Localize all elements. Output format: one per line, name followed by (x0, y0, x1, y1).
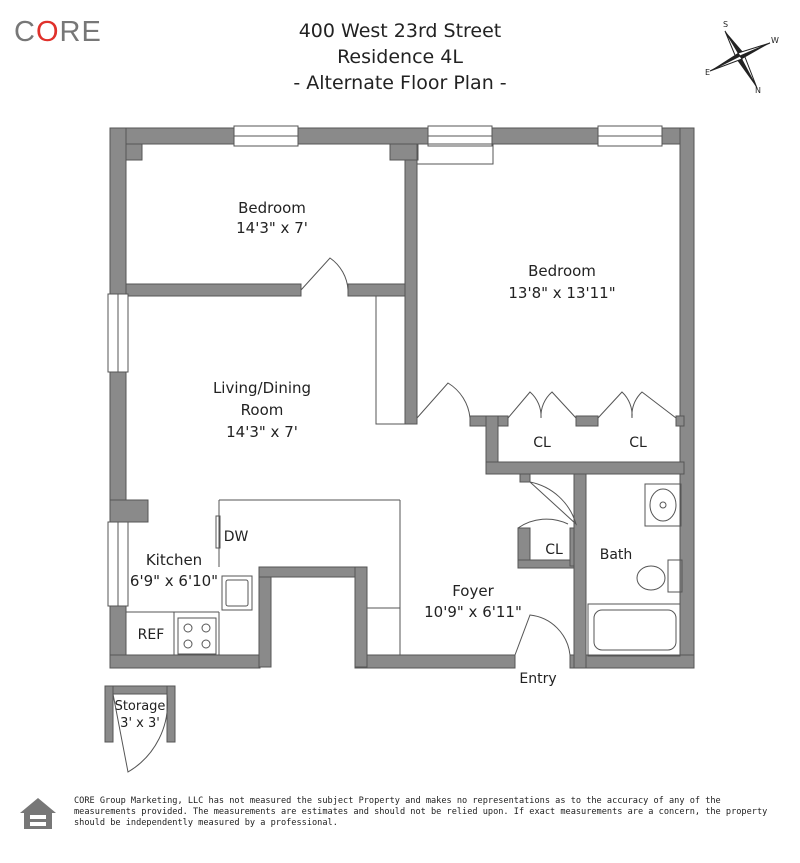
living-name-line2: Room (240, 401, 284, 419)
logo-text-accent: O (35, 16, 60, 48)
kitchen-name: Kitchen (145, 551, 203, 569)
interior-lines (113, 144, 682, 772)
storage-size: 3' x 3' (120, 716, 160, 731)
kitchen-size: 6'9" x 6'10" (129, 572, 219, 590)
bath-label: Bath (599, 547, 633, 563)
disclaimer-text: CORE Group Marketing, LLC has not measured the subject Property and makes no representations as to the accuracy of any of the measurements provided. The measurements are estimates and should not be relied upon. If exact measurements are a concern, the property should be independently measured by a professional. (74, 796, 768, 828)
plan-type-title: - Alternate Floor Plan - (293, 72, 507, 94)
foyer-size: 10'9" x 6'11" (424, 603, 522, 621)
closet1-label: CL (533, 435, 551, 451)
logo-text-suffix: RE (59, 16, 102, 48)
dishwasher-label: DW (223, 529, 249, 545)
bedroom1-name: Bedroom (238, 199, 306, 217)
bedroom2-size: 13'8" x 13'11" (508, 284, 616, 302)
logo-text-prefix: C (14, 16, 36, 48)
closet2-label: CL (629, 435, 647, 451)
closet3-label: CL (545, 542, 563, 558)
entry-label: Entry (519, 671, 557, 687)
refrigerator-label: REF (137, 627, 165, 643)
compass-n: N (755, 86, 761, 95)
compass-s: S (723, 20, 729, 29)
living-size: 14'3" x 7' (226, 423, 298, 441)
residence-title: Residence 4L (337, 46, 463, 68)
foyer-name: Foyer (452, 582, 494, 600)
bedroom2-name: Bedroom (528, 262, 596, 280)
living-name-line1: Living/Dining (212, 379, 312, 397)
bedroom1-size: 14'3" x 7' (236, 219, 308, 237)
compass-w: W (771, 36, 779, 45)
equal-housing-icon (20, 798, 56, 829)
storage-name: Storage (114, 699, 166, 714)
address-title: 400 West 23rd Street (298, 20, 502, 42)
compass-e: E (705, 68, 711, 77)
